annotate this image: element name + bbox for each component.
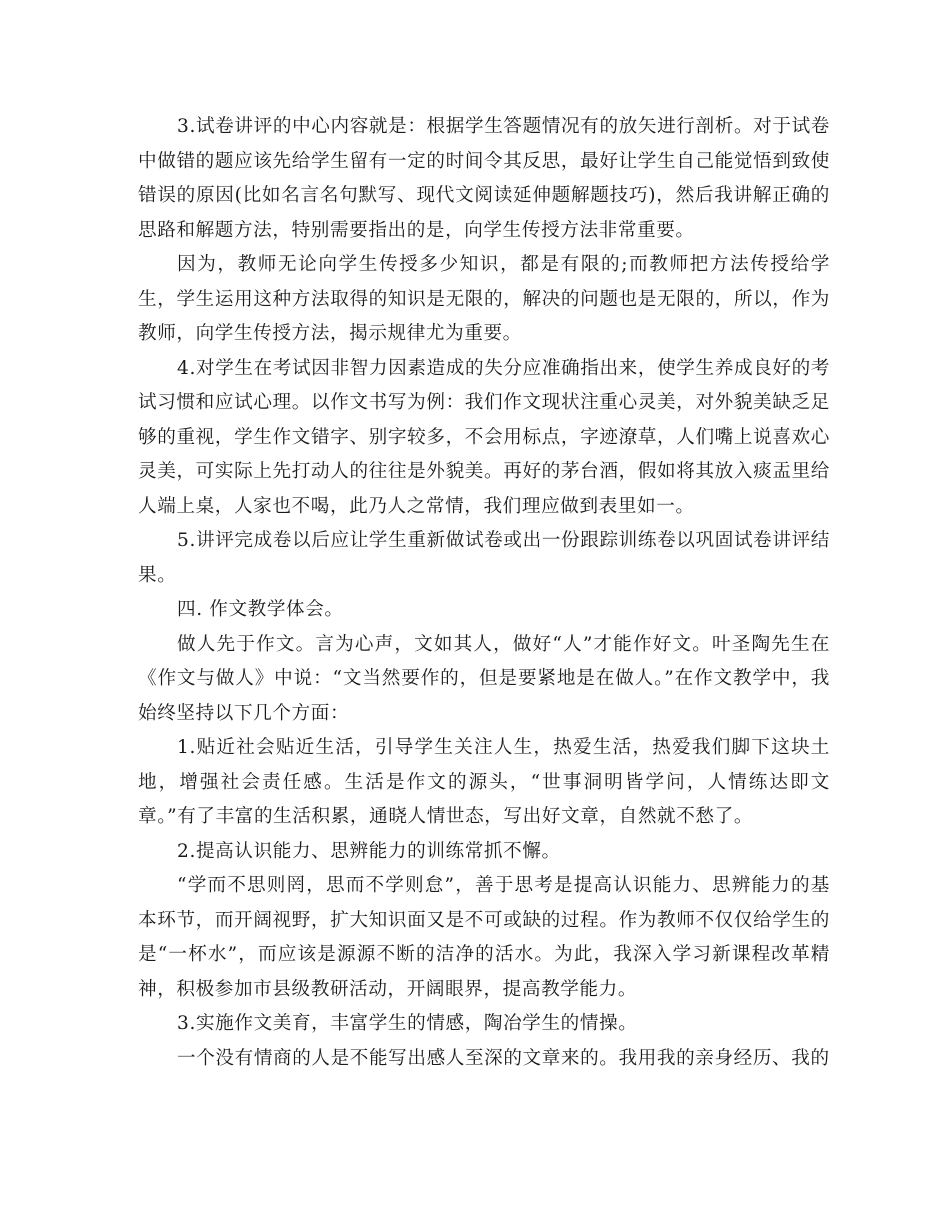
paragraph-learning-and-thinking: “学而不思则罔，思而不学则怠”，善于思考是提高认识能力、思辨能力的基本环节，而开阔视野，扩大知识面又是不可或缺的过程。作为教师不仅仅给学生的是“一杯水”，而应该是源源不断的洁净的活水。为此，我深入学习新课程改革精神，积极参加市县级教研活动，开阔眼界，提高教学能力。 [138,875,830,1000]
paragraph-follow-up-practice: 5.讲评完成卷以后应让学生重新做试卷或出一份跟踪训练卷以巩固试卷讲评结果。 [138,530,830,586]
paragraph-thinking-ability: 2.提高认识能力、思辨能力的训练常抓不懈。 [177,840,561,862]
paragraph-be-a-person-first: 做人先于作文。言为心声，文如其人，做好“人”才能作好文。叶圣陶先生在《作文与做人》中说：“文当然要作的，但是要紧地是在做人。”在作文教学中，我始终坚持以下几个方面： [138,633,830,724]
paragraph-close-to-life: 1.贴近社会贴近生活，引导学生关注人生，热爱生活，热爱我们脚下这块土地，增强社会责任感。生活是作文的源头，“世事洞明皆学问，人情练达即文章。”有了丰富的生活积累，通晓人情世态，写出好文章，自然就不愁了。 [138,737,830,827]
section-heading-writing-teaching: 四. 作文教学体会。 [177,599,344,620]
document-body [138,110,830,1076]
paragraph-teaching-methods: 因为，教师无论向学生传授多少知识，都是有限的;而教师把方法传授给学生，学生运用这种方法取得的知识是无限的，解决的问题也是无限的，所以，作为教师，向学生传授方法，揭示规律尤为重要。 [138,254,830,344]
paragraph-non-intellectual-errors: 4.对学生在考试因非智力因素造成的失分应准确指出来，使学生养成良好的考试习惯和应试心理。以作文书写为例：我们作文现状注重心灵美，对外貌美缺乏足够的重视，学生作文错字、别字较多，不会用标点，字迹潦草，人们嘴上说喜欢心灵美，可实际上先打动人的往往是外貌美。再好的茅台酒，假如将其放入痰盂里给人端上桌，人家也不喝，此乃人之常情，我们理应做到表里如一。 [138,357,830,517]
paragraph-emotional-intelligence: 一个没有情商的人是不能写出感人至深的文章来的。我用我的亲身经历、我的 [177,1047,830,1069]
paragraph-exam-review-core: 3.试卷讲评的中心内容就是：根据学生答题情况有的放矢进行剖析。对于试卷中做错的题应该先给学生留有一定的时间令其反思，最好让学生自己能觉悟到致使错误的原因(比如名言名句默写、现代文阅读延伸题解题技巧)，然后我讲解正确的思路和解题方法，特别需要指出的是，向学生传授方法非常重要。 [138,116,830,241]
paragraph-aesthetic-education: 3.实施作文美育，丰富学生的情感，陶冶学生的情操。 [177,1013,638,1034]
